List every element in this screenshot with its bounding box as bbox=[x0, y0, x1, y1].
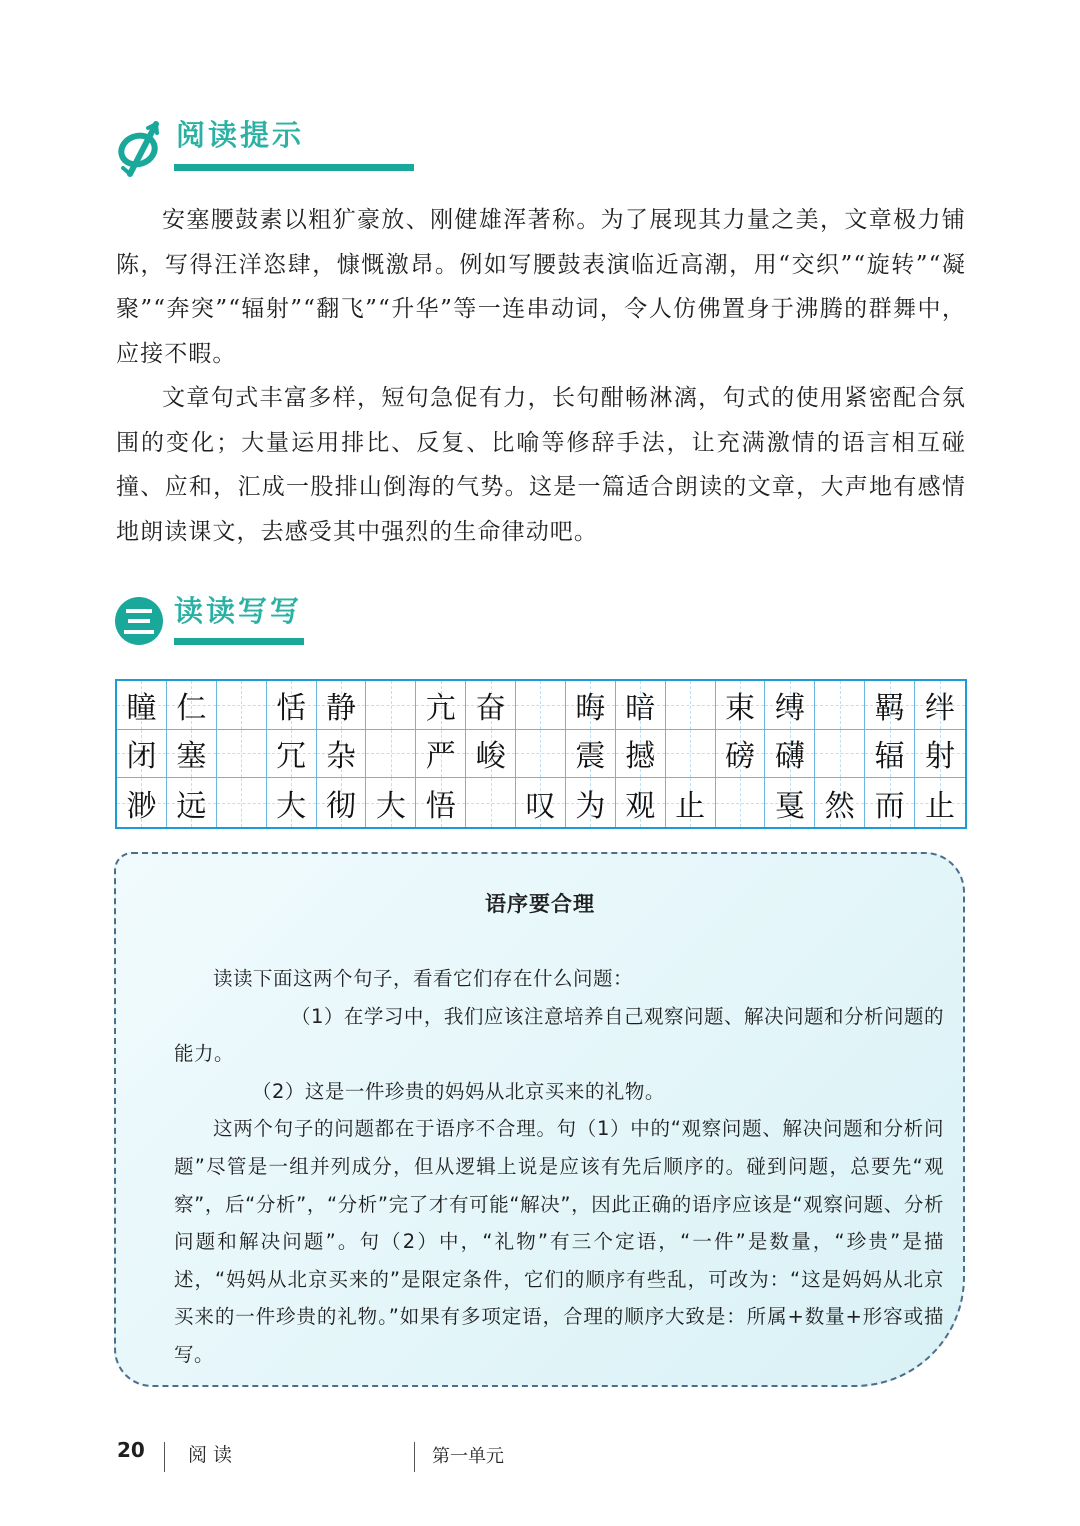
character-writing-grid bbox=[115, 679, 967, 829]
page-number: 20 bbox=[117, 1438, 145, 1462]
grid-cell bbox=[466, 778, 516, 827]
grid-cell bbox=[516, 730, 566, 779]
grid-character: 辐 bbox=[874, 739, 905, 775]
grid-character: 暗 bbox=[625, 690, 656, 726]
grid-character: 射 bbox=[925, 739, 956, 775]
grid-cell bbox=[516, 681, 566, 730]
grid-cell bbox=[466, 681, 516, 730]
page-footer bbox=[0, 1436, 1080, 1476]
number-three-icon bbox=[112, 594, 168, 650]
tip-line: （2）这是一件珍贵的妈妈从北京买来的礼物。 bbox=[252, 1079, 665, 1103]
grid-cell bbox=[566, 730, 616, 779]
divider bbox=[164, 1442, 165, 1472]
grid-cell bbox=[865, 778, 915, 827]
grid-cell bbox=[317, 681, 367, 730]
grid-character: 冗 bbox=[276, 739, 307, 775]
grid-cell bbox=[416, 730, 466, 779]
grid-cell bbox=[765, 730, 815, 779]
grid-cell bbox=[366, 730, 416, 779]
grid-cell bbox=[167, 681, 217, 730]
grid-character: 观 bbox=[625, 788, 656, 824]
paragraph: 安塞腰鼓素以粗犷豪放、刚健雄浑著称。为了展现其力量之美，文章极力铺陈，写得汪洋恣肆，慷慨激昂。例如写腰鼓表演临近高潮，用“交织”“旋转”“凝聚”“奔突”“辐射”“翻飞”“升华”等一连串动词，令人仿佛置身于沸腾的群舞中，应接不暇。 bbox=[116, 207, 966, 367]
grid-character: 塞 bbox=[176, 739, 207, 775]
tip-body bbox=[174, 960, 944, 1374]
tip-line: 读读下面这两个句子，看看它们存在什么问题： bbox=[213, 967, 634, 990]
grid-character: 静 bbox=[325, 690, 356, 726]
grid-character: 大 bbox=[276, 788, 307, 824]
grid-character: 束 bbox=[725, 690, 756, 726]
grid-cell bbox=[267, 730, 317, 779]
tip-line: 这两个句子的问题都在于语序不合理。句（1）中的“观察问题、解决问题和分析问题”尽管是一组并列成分，但从逻辑上说是应该有先后顺序的。碰到问题，总要先“观察”，后“分析”，“分析”完了才有可能“解决”，因此正确的语序应该是“观察问题、分析问题和解决问题”。句（2）中，“礼物”有三个定语，“一件”是数量，“珍贵”是描述，“妈妈从北京买来的”是限定条件，它们的顺序有些乱，可改为：“这是妈妈从北京买来的一件珍贵的礼物。”如果有多项定语，合理的顺序大致是：所属+数量+形容或描写。 bbox=[174, 1117, 944, 1366]
unit-label: 第一单元 bbox=[432, 1446, 504, 1467]
grid-cell bbox=[716, 778, 766, 827]
grid-character: 磅 bbox=[725, 739, 756, 775]
grid-character: 大 bbox=[375, 788, 406, 824]
grid-cell bbox=[815, 730, 865, 779]
grid-cell bbox=[117, 681, 167, 730]
grid-cell bbox=[267, 681, 317, 730]
section-label: 阅读 bbox=[188, 1444, 239, 1466]
section-title: 读读写写 bbox=[174, 594, 303, 628]
grid-cell bbox=[416, 681, 466, 730]
grid-cell bbox=[915, 778, 965, 827]
title-underline bbox=[174, 638, 304, 645]
grid-character: 瞳 bbox=[126, 690, 157, 726]
grid-cell bbox=[616, 730, 666, 779]
grid-character: 峻 bbox=[475, 739, 506, 775]
grid-cell bbox=[117, 730, 167, 779]
grid-cell bbox=[366, 681, 416, 730]
grid-character: 恬 bbox=[276, 690, 307, 726]
grid-cell bbox=[666, 778, 716, 827]
grid-cell bbox=[915, 730, 965, 779]
grid-cell bbox=[915, 681, 965, 730]
grid-cell bbox=[765, 778, 815, 827]
grid-cell bbox=[865, 730, 915, 779]
grid-cell bbox=[616, 778, 666, 827]
grid-cell bbox=[466, 730, 516, 779]
grid-cell bbox=[217, 681, 267, 730]
grid-character: 绊 bbox=[925, 690, 956, 726]
grid-cell bbox=[865, 681, 915, 730]
grid-character: 闭 bbox=[126, 739, 157, 775]
grid-cell bbox=[666, 681, 716, 730]
grid-cell bbox=[416, 778, 466, 827]
grid-cell bbox=[217, 778, 267, 827]
reading-tip-heading bbox=[112, 118, 304, 178]
grid-character: 叹 bbox=[525, 788, 556, 824]
grid-character: 止 bbox=[675, 788, 706, 824]
grid-character: 然 bbox=[824, 788, 855, 824]
grid-character: 缚 bbox=[774, 690, 805, 726]
tip-line: （1）在学习中，我们应该注意培养自己观察问题、解决问题和分析问题的能力。 bbox=[174, 1004, 944, 1066]
grid-cell bbox=[217, 730, 267, 779]
tip-title: 语序要合理 bbox=[485, 892, 595, 916]
section-title: 阅读提示 bbox=[176, 118, 305, 152]
grid-cell bbox=[716, 730, 766, 779]
grid-cell bbox=[765, 681, 815, 730]
divider bbox=[414, 1442, 415, 1472]
grid-character: 亢 bbox=[425, 690, 456, 726]
grid-character: 渺 bbox=[126, 788, 157, 824]
grid-cell bbox=[317, 730, 367, 779]
grid-cell bbox=[167, 730, 217, 779]
grid-character: 远 bbox=[176, 788, 207, 824]
grid-character: 奋 bbox=[475, 690, 506, 726]
grid-character: 仁 bbox=[176, 690, 207, 726]
grid-character: 止 bbox=[925, 788, 956, 824]
grid-cell bbox=[815, 681, 865, 730]
reading-tip-text bbox=[116, 198, 966, 554]
grid-character: 撼 bbox=[625, 739, 656, 775]
grid-character: 杂 bbox=[325, 739, 356, 775]
reading-tip-icon bbox=[112, 118, 170, 178]
grid-cell bbox=[317, 778, 367, 827]
grid-cell bbox=[267, 778, 317, 827]
grid-character: 悟 bbox=[425, 788, 456, 824]
grid-cell bbox=[566, 681, 616, 730]
grid-cell bbox=[815, 778, 865, 827]
title-underline bbox=[174, 164, 414, 171]
grid-cell bbox=[716, 681, 766, 730]
grid-cell bbox=[616, 681, 666, 730]
grid-character: 严 bbox=[425, 739, 456, 775]
paragraph: 文章句式丰富多样，短句急促有力，长句酣畅淋漓，句式的使用紧密配合氛围的变化；大量运用排比、反复、比喻等修辞手法，让充满激情的语言相互碰撞、应和，汇成一股排山倒海的气势。这是一篇适合朗读的文章，大声地有感情地朗读课文，去感受其中强烈的生命律动吧。 bbox=[116, 385, 966, 545]
grid-cell bbox=[566, 778, 616, 827]
grid-character: 羁 bbox=[874, 690, 905, 726]
grid-character: 彻 bbox=[325, 788, 356, 824]
grid-cell bbox=[117, 778, 167, 827]
grid-character: 礴 bbox=[774, 739, 805, 775]
grid-cell bbox=[666, 730, 716, 779]
grid-character: 晦 bbox=[575, 690, 606, 726]
grid-character: 戛 bbox=[774, 788, 805, 824]
grid-character: 而 bbox=[874, 788, 905, 824]
grid-cell bbox=[516, 778, 566, 827]
grid-character: 为 bbox=[575, 788, 606, 824]
read-write-heading bbox=[112, 594, 302, 650]
grid-cell bbox=[167, 778, 217, 827]
grid-cell bbox=[366, 778, 416, 827]
grid-character: 震 bbox=[575, 739, 606, 775]
